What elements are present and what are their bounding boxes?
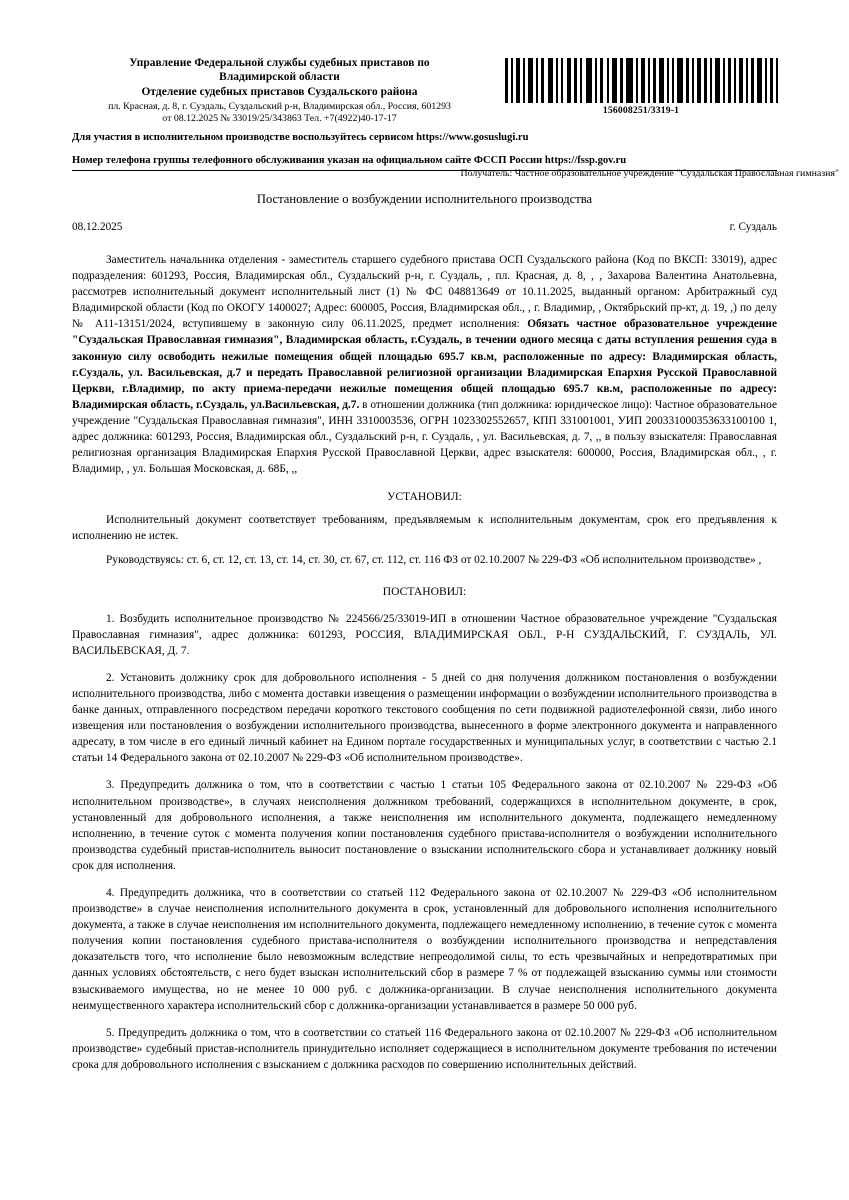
intro-part-2: в отношении должника (тип должника: юридическое лицо): Частное образовательное учреждение "Суздальская Православная гимназия", ИНН 3310003536, ОГРН 1023302552657, КПП 331001001, УИП 200331000353633100100 1, адрес должника: 601293, Россия, Владимирская обл., Суздальский р-н, г. Суздаль, , ул. Васильевская, д. 7, ,, в пользу взыскателя: Православная религиозная организация Владимирская Епархия Русской Православной Церкви, адрес взыскателя: 600000, Россия, Владимирская обл., , г. Владимир, , ул. Большая Московская, д. 68Б, ,, <box>72 398 777 476</box>
decided-item-1: 1. Возбудить исполнительное производство № 224566/25/33019-ИП в отношении Частное образовательное учреждение "Суздальская Православная гимназия", адрес должника: 601293, РОССИЯ, ВЛАДИМИРСКАЯ ОБЛ., Р-Н СУЗДАЛЬСКИЙ, Г. СУЗДАЛЬ, УЛ. ВАСИЛЬЕВСКАЯ, Д. 7. <box>72 612 777 657</box>
barcode-image <box>503 58 779 103</box>
document-header <box>0 56 849 166</box>
intro-subject-bold: Обязать частное образовательное учреждение "Суздальская Православная гимназия", Владимирская область, г.Суздаль, в течении одного месяца с даты вступления решения суда в законную силу освободить нежилые помещения общей площадью 695.7 кв.м, расположенные по адресу: Владимирская область, г.Суздаль, ул. Васильевская, д.7 и передать Православной религиозной организации Владимирская Епархия Русской Православной Церкви, г.Владимир, по акту приема-передачи нежилые помещения общей площадью 695.7 кв.м, расположенные по адресу: Владимирская область, г.Суздаль, ул.Васильевская, д.7. <box>72 318 777 411</box>
ustanovil-paragraph-1: Исполнительный документ соответствует требованиям, предъявляемым к исполнительным документам, срок его предъявления к исполнению не истек. <box>72 514 777 543</box>
authority-doc-reference: от 08.12.2025 № 33019/25/343863 Тел. +7(4922)40-17-17 <box>162 113 397 125</box>
ustanovil-paragraph-2: Руководствуясь: ст. 6, ст. 12, ст. 13, ст. 14, ст. 30, ст. 67, ст. 112, ст. 116 ФЗ от 02.10.2007 № 229-ФЗ «Об исполнительном производстве» , <box>106 553 762 566</box>
postanovil-heading: ПОСТАНОВИЛ: <box>382 584 467 598</box>
decided-item-2: 2. Установить должнику срок для добровольного исполнения - 5 дней со дня получения должником постановления о возбуждении исполнительного производства, либо с момента доставки извещения о размещении информации о возбуждении исполнительного производства в банке данных, отправленного посредством передачи короткого текстового сообщения по сети подвижной радиотелефонной связи, либо иного извещения или постановления о возбуждении исполнительного производства, вынесенного в форме электронного документа и направленного адресату, в том числе в его единый личный кабинет на Едином портале государственных и муниципальных услуг, в соответствии с частью 2.1 статьи 14 Федерального закона от 02.10.2007 № 229-ФЗ «Об исполнительном производстве». <box>72 671 777 765</box>
page-title: Постановление о возбуждении исполнительного производства <box>256 192 593 206</box>
spacer <box>72 568 777 584</box>
spacer <box>72 477 777 489</box>
date-city-row <box>72 220 777 234</box>
decided-item-4: 4. Предупредить должника, что в соответствии со статьей 112 Федерального закона от 02.10.2007 № 229-ФЗ «Об исполнительном производстве» в случае неисполнения исполнительного документа в срок, установленный для добровольного исполнения исполнительного документа, а также в случае неисполнения им исполнительного документа, подлежащего немедленному исполнению, в течение суток с момента получения копии постановления судебного пристава-исполнителя о возбуждении исполнительного производства и непредставления доказательств того, что исполнение было невозможным вследствие непреодолимой силы, то есть чрезвычайных и непредотвратимых при данных условиях обстоятельств, с него будет взыскан исполнительский сбор в размере 7 % от подлежащей взысканию суммы или стоимости взыскиваемого имущества, но не менее 10 000 руб. с должника-организации. В случае неисполнения исполнительного документа неимущественного характера исполнительский сбор с должника-организации устанавливается в размере 50 000 руб. <box>72 887 777 1012</box>
document-date: 08.12.2025 <box>72 221 123 233</box>
document-city: г. Суздаль <box>729 221 777 233</box>
authority-address: пл. Красная, д. 8, г. Суздаль, Суздальский р-н, Владимирская обл., Россия, 601293 <box>108 100 451 112</box>
authority-name-line1: Управление Федеральной службы судебных приставов по <box>129 57 430 69</box>
gosuslugi-notice: Для участия в исполнительном производстве воспользуйтесь сервисом https://www.gosuslugi.ru <box>72 132 529 143</box>
intro-part-1: Заместитель начальника отделения - заместитель старшего судебного пристава ОСП Суздальского района (Код по ВКСП: 33019), адрес подразделения: 601293, Россия, Владимирская обл., Суздальский р-н, г. Суздаль, , пл. Красная, д. 8, , , Захарова Валентина Анатольевна, рассмотрев исполнительный документ исполнительный лист (1) № ФС 048813649 от 10.11.2025, выданный органом: Арбитражный суд Владимирской области (Код по ОКОГУ 1400027; Адрес: 600005, Россия, Владимирская обл., , г. Владимир, , Октябрьский пр-кт, д. 19, ,) по делу № А11-13151/2024, вступившему в законную силу 06.11.2025, предмет исполнения: <box>72 254 777 331</box>
barcode-number: 156008251/3319-1 <box>602 105 680 116</box>
recipient-line: Получатель: Частное образовательное учреждение "Суздальская Православная гимназия" <box>460 168 839 179</box>
decided-item-3: 3. Предупредить должника о том, что в соответствии с частью 1 статьи 105 Федерального закона от 02.10.2007 № 229-ФЗ «Об исполнительном производстве», в случаях неисполнения должником требований, содержащихся в исполнительном документе, в срок, установленный для добровольного исполнения, а также неисполнения им исполнительного документа, подлежащего немедленному исполнению, в течение суток с момента получения копии постановления судебного пристава-исполнителя о возбуждении исполнительного производства судебный пристав-исполнитель выносит постановление о взыскании исполнительского сбора и устанавливает должнику новый срок для исполнения. <box>72 779 777 872</box>
ustanovil-heading: УСТАНОВИЛ: <box>387 490 462 504</box>
issuing-authority-block <box>72 56 487 126</box>
phone-service-notice: Номер телефона группы телефонного обслуживания указан на официальном сайте ФССП России https://fssp.gov.ru <box>72 154 777 171</box>
decided-item-5: 5. Предупредить должника о том, что в соответствии со статьей 116 Федерального закона от 02.10.2007 № 229-ФЗ «Об исполнительном производстве» судебный пристав-исполнитель принудительно исполняет содержащиеся в исполнительном документе требования по истечении срока для добровольного исполнения с взысканием с должника расходов по совершению исполнительных действий. <box>72 1026 777 1071</box>
authority-name-line2: Владимирской области <box>219 71 340 84</box>
document-body <box>72 252 777 1073</box>
authority-department: Отделение судебных приставов Суздальского района <box>141 86 418 99</box>
barcode-block <box>503 58 779 116</box>
intro-paragraph <box>72 252 777 477</box>
